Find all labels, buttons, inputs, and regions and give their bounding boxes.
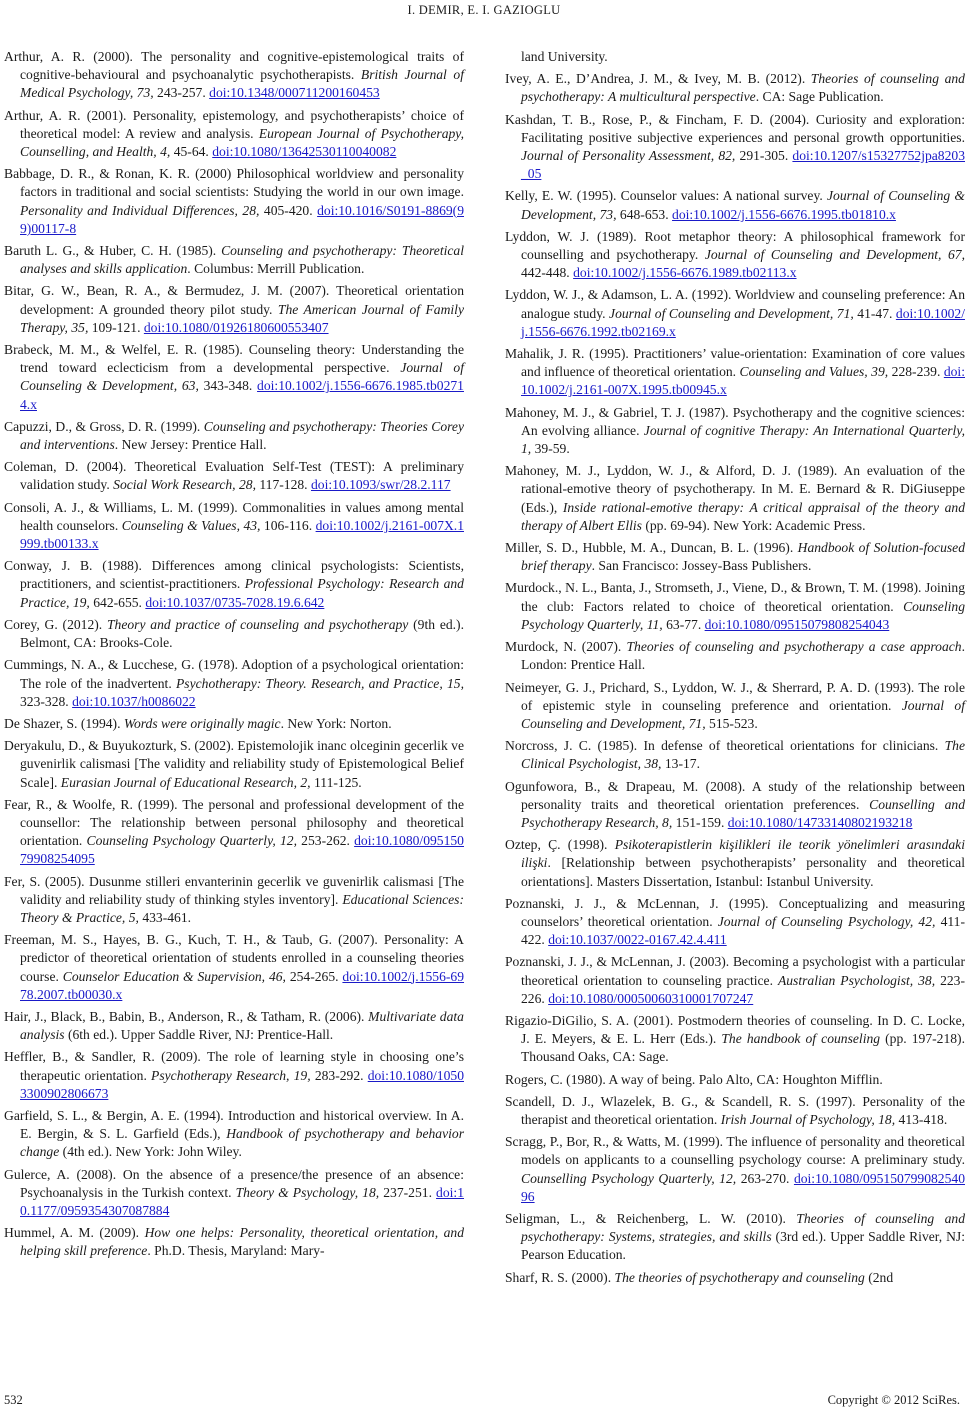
reference-source-title: Journal of Counseling and Development, 67, <box>704 247 965 263</box>
reference-entry <box>505 737 965 773</box>
reference-text: (2nd <box>864 1269 894 1285</box>
reference-source-title: The handbook of counseling <box>721 1031 881 1047</box>
reference-text: Fear, R., & Woolfe, R. (1999). The personal and professional development of the counsellor: The relationship between personal philosophy and theoretical orientation. <box>4 796 464 849</box>
reference-entry <box>4 499 464 554</box>
reference-entry <box>4 1166 464 1221</box>
reference-entry <box>4 557 464 612</box>
reference-text: 13-17. <box>661 756 700 772</box>
reference-entry <box>505 286 965 341</box>
reference-entry <box>4 242 464 278</box>
reference-text: . San Francisco: Jossey-Bass Publishers. <box>591 558 812 574</box>
reference-source-title: Professional Psychology: Research and Practice, 19, <box>20 576 464 610</box>
reference-text: . CA: Sage Publication. <box>755 89 884 105</box>
reference-text: Conway, J. B. (1988). Differences among clinical psychologists: Scientists, practitioners, and scientist-practitioners. <box>4 558 464 592</box>
reference-source-title: How one helps: Personality, theoretical orientation, and helping skill preference <box>20 1225 464 1259</box>
reference-text: Lyddon, W. J. (1989). Root metaphor theory: A philosophical framework for counselling and psychotherapy. <box>505 228 965 263</box>
reference-text: De Shazer, S. (1994). <box>4 715 124 731</box>
reference-entry <box>505 1269 965 1287</box>
doi-link[interactable]: doi:10.1348/000711200160453 <box>209 85 380 101</box>
reference-entry <box>4 282 464 337</box>
reference-text: Deryakulu, D., & Buyukozturk, S. (2002). Epistemolojik inanc olceginin gecerlik ve guvenirlik calismasi [The validity and reliability study of Epistemological Belief Scale]. <box>4 738 464 790</box>
reference-entry <box>505 404 965 459</box>
reference-entry <box>505 539 965 575</box>
reference-source-title: Handbook of Solution-focused brief therapy <box>521 540 965 574</box>
reference-source-title: Theories of counseling and psychotherapy a case approach <box>626 639 962 655</box>
reference-text: (9th ed.). Belmont, CA: Brooks-Cole. <box>20 616 464 651</box>
reference-text: 254-265. <box>285 968 343 984</box>
reference-source-title: Counselling Psychology Quarterly, 12, <box>521 1170 737 1186</box>
reference-entry <box>505 1012 965 1067</box>
reference-text: 263-270. <box>736 1170 794 1186</box>
reference-source-title: Journal of Counseling & Development, 73, <box>521 188 965 222</box>
doi-link[interactable]: doi:10.1080/13642530110040082 <box>212 144 397 160</box>
reference-text: Mahoney, M. J., Lyddon, W. J., & Alford, D. J. (1989). An evaluation of the rational-emotive theory of psychotherapy. In M. E. Bernard & R. DiGiuseppe (Eds.), <box>505 463 965 515</box>
reference-text: 253-262. <box>296 833 355 849</box>
reference-text: . New York: Norton. <box>280 715 392 731</box>
reference-text: Heffler, B., & Sandler, R. (2009). The role of learning style in choosing one’s therapeutic orientation. <box>4 1049 464 1083</box>
reference-entry <box>505 228 965 283</box>
reference-source-title: Theory and practice of counseling and psychotherapy <box>106 616 409 632</box>
reference-entry <box>4 1008 464 1044</box>
reference-entry <box>4 715 464 733</box>
reference-text: 228-239. <box>888 364 944 380</box>
reference-entry <box>505 187 965 223</box>
reference-source-title: Counseling & Values, 43, <box>121 517 261 533</box>
reference-source-title: Counselling and Psychotherapy Research, 8, <box>521 796 965 830</box>
reference-source-title: British Journal of Medical Psychology, 73, <box>20 67 465 101</box>
reference-entry <box>4 1048 464 1103</box>
reference-entry <box>4 796 464 869</box>
reference-text: (pp. 197-218). Thousand Oaks, CA: Sage. <box>521 1031 965 1065</box>
doi-link[interactable]: doi:10.1177/0959354307087884 <box>20 1184 464 1218</box>
reference-list-right-column <box>505 48 965 1291</box>
reference-source-title: Journal of Counseling & Development, 63, <box>20 360 464 394</box>
copyright-notice: Copyright © 2012 SciRes. <box>827 1393 960 1407</box>
reference-text: 45-64. <box>170 144 213 160</box>
doi-link[interactable]: doi:10.1080/14733140802193218 <box>727 814 913 830</box>
reference-entry <box>505 953 965 1008</box>
reference-source-title: Handbook of psychotherapy and behavior change <box>20 1126 464 1160</box>
reference-entry <box>505 679 965 734</box>
reference-text: Kashdan, T. B., Rose, P., & Fincham, F. D. (2004). Curiosity and exploration: Facilitating positive subjective experiences and personal growth opportunities. <box>505 111 965 145</box>
reference-text: 323-328. <box>20 693 73 709</box>
reference-text: 433-461. <box>138 909 192 925</box>
reference-source-title: Theory & Psychology, 18, <box>235 1184 380 1200</box>
reference-text: Ivey, A. E., D’Andrea, J. M., & Ivey, M. B. (2012). <box>505 71 811 87</box>
reference-text: Kelly, E. W. (1995). Counselor values: A national survey. <box>505 188 827 204</box>
reference-entry <box>4 873 464 928</box>
doi-link[interactable]: doi:10.1080/09515079908254095 <box>20 833 464 867</box>
reference-text: 117-128. <box>255 477 311 493</box>
reference-text: 343-348. <box>198 378 258 394</box>
reference-entry <box>505 638 965 674</box>
reference-text: Baruth L. G., & Huber, C. H. (1985). <box>4 243 222 259</box>
reference-entry <box>505 48 965 66</box>
reference-text: 283-292. <box>310 1067 368 1083</box>
reference-source-title: The theories of psychotherapy and counseling <box>614 1269 865 1285</box>
reference-entry <box>4 931 464 1004</box>
reference-text: 405-420. <box>259 202 318 218</box>
reference-text: Brabeck, M. M., & Welfel, E. R. (1985). Counseling theory: Understanding the trend toward eclecticism from a developmental perspective. <box>4 342 464 376</box>
reference-entry <box>505 111 965 184</box>
doi-link[interactable]: doi:10.1037/h0086022 <box>72 693 196 709</box>
reference-text: 41-47. <box>853 305 896 321</box>
reference-text: Arthur, A. R. (2000). The personality and cognitive-epistemological traits of cognitive-behavioural and psychoanalytic psychotherapists. <box>4 49 464 83</box>
reference-text: (3rd ed.). Upper Saddle River, NJ: Pearson Education. <box>521 1229 965 1263</box>
reference-text: 648-653. <box>616 206 673 222</box>
reference-text: Sharf, R. S. (2000). <box>505 1269 615 1285</box>
reference-text: Norcross, J. C. (1985). In defense of theoretical orientations for clinicians. <box>505 738 945 754</box>
reference-text: 515-523. <box>705 715 758 731</box>
page-number: 532 <box>4 1393 23 1407</box>
reference-entry <box>505 778 965 833</box>
reference-text: (pp. 69-94). New York: Academic Press. <box>641 517 866 533</box>
reference-text: 642-655. <box>89 594 146 610</box>
reference-source-title: Theories of counseling and psychotherapy: Systems, strategies, and skills <box>521 1210 965 1245</box>
reference-text: Seligman, L., & Reichenberg, L. W. (2010). <box>505 1210 797 1226</box>
reference-entry <box>4 737 464 792</box>
reference-text: 39-59. <box>531 441 570 457</box>
doi-link[interactable]: doi:10.1080/09515079808254043 <box>704 616 890 632</box>
doi-link[interactable]: doi:10.1037/0735-7028.19.6.642 <box>145 594 325 610</box>
reference-text: . London: Prentice Hall. <box>521 639 965 673</box>
reference-text: Oztep, Ç. (1998). <box>505 837 615 853</box>
reference-text: Hair, J., Black, B., Babin, B., Anderson, R., & Tatham, R. (2006). <box>4 1008 369 1024</box>
reference-entry <box>4 616 464 652</box>
reference-source-title: Journal of Counseling and Development, 71, <box>521 697 965 731</box>
reference-text: . New Jersey: Prentice Hall. <box>114 437 267 453</box>
reference-entry <box>4 107 464 162</box>
reference-entry <box>505 1133 965 1206</box>
reference-text: Poznanski, J. J., & McLennan, J. (2003). Becoming a psychologist with a particular theoretical orientation to counseling practice. <box>505 954 965 988</box>
reference-text: Ogunfowora, B., & Drapeau, M. (2008). A study of the relationship between personality traits and theoretical orientation preferences. <box>505 778 965 812</box>
doi-link[interactable]: doi:10.1080/01926180600553407 <box>143 319 329 335</box>
reference-entry <box>4 1224 464 1260</box>
reference-text: . Ph.D. Thesis, Maryland: Mary- <box>147 1243 325 1259</box>
reference-source-title: European Journal of Psychotherapy, Counselling, and Health, 4, <box>20 125 464 160</box>
reference-source-title: Journal of Counseling Psychology, 42, <box>717 913 936 929</box>
reference-text: Corey, G. (2012). <box>4 616 107 632</box>
reference-text: 223-226. <box>521 972 966 1006</box>
reference-text: 63-77. <box>662 616 705 632</box>
reference-entry <box>505 462 965 535</box>
reference-source-title: Counseling and Values, 39, <box>739 364 889 380</box>
reference-source-title: Eurasian Journal of Educational Research, 2, <box>60 774 311 790</box>
doi-link[interactable]: doi:10.1037/0022-0167.42.4.411 <box>548 932 727 948</box>
reference-text: Cummings, N. A., & Lucchese, G. (1978). Adoption of a psychological orientation: The role of the inadvertent. <box>4 657 464 691</box>
reference-entry <box>4 165 464 238</box>
reference-text: Coleman, D. (2004). Theoretical Evaluation Self-Test (TEST): A preliminary validation study. <box>4 459 464 493</box>
reference-text: . [Relationship between psychotherapists’ personality and theoretical orientations]. Masters Dissertation, Istanbul: Istanbul University. <box>521 855 965 889</box>
reference-text: (6th ed.). Upper Saddle River, NJ: Prentice-Hall. <box>64 1027 334 1043</box>
reference-text: Miller, S. D., Hubble, M. A., Duncan, B. L. (1996). <box>505 540 798 556</box>
reference-entry <box>505 345 965 400</box>
reference-text: 109-121. <box>88 319 144 335</box>
reference-text: 291-305. <box>735 148 793 164</box>
reference-text: 111-125. <box>310 774 362 790</box>
reference-source-title: Counseling and psychotherapy: Theories Corey and interventions <box>20 418 464 453</box>
doi-link[interactable]: doi:10.1016/S0191-8869(99)00117-8 <box>20 202 464 236</box>
reference-text: Neimeyer, G. J., Prichard, S., Lyddon, W. J., & Sherrard, P. A. D. (1993). The role of epistemic style in counseling preference and orientation. <box>505 679 965 713</box>
reference-source-title: Counseling Psychology Quarterly, 11, <box>521 598 965 632</box>
reference-text: Scragg, P., Bor, R., & Watts, M. (1999). The influence of personality and theoretical models on applicants to a counselling psychology course: A preliminary study. <box>505 1134 965 1168</box>
doi-link[interactable]: doi:10.1002/j.1556-6676.1989.tb02113.x <box>573 265 797 281</box>
reference-source-title: Inside rational-emotive therapy: A critical appraisal of the theory and therapy of Albert Ellis <box>521 499 966 533</box>
reference-text: Mahalik, J. R. (1995). Practitioners’ value-orientation: Examination of core values and influence of theoretical orientation. <box>505 346 965 380</box>
reference-source-title: Personality and Individual Differences, 28, <box>20 202 260 218</box>
reference-source-title: Psikoterapistlerin kişilikleri ile teorik yönelimleri arasındaki ilişki <box>521 837 965 871</box>
reference-text: Freeman, M. S., Hayes, B. G., Kuch, T. H., & Taub, G. (2007). Personality: A predictor of theoretical orientation of students enrolled in a counseling theories course. <box>4 932 464 984</box>
reference-entry <box>505 1210 965 1265</box>
reference-text: 413-418. <box>895 1111 948 1127</box>
reference-source-title: Words were originally magic <box>123 715 281 731</box>
doi-link[interactable]: doi:10.1080/09515079908254096 <box>521 1170 965 1204</box>
reference-text: Capuzzi, D., & Gross, D. R. (1999). <box>4 418 204 434</box>
reference-text: Garfield, S. L., & Bergin, A. E. (1994). Introduction and historical overview. In A. E. Bergin, & S. L. Garfield (Eds.), <box>4 1107 464 1142</box>
reference-entry <box>505 836 965 891</box>
reference-source-title: Journal of cognitive Therapy: An International Quarterly, 1, <box>521 422 966 457</box>
doi-link[interactable]: doi:10.1002/j.1556-6978.2007.tb00030.x <box>20 968 465 1002</box>
reference-text: Consoli, A. J., & Williams, L. M. (1999). Commonalities in values among mental health counselors. <box>4 499 464 533</box>
reference-source-title: Theories of counseling and psychotherapy: A multicultural perspective <box>521 71 965 105</box>
reference-text: 151-159. <box>672 814 728 830</box>
reference-entry <box>505 579 965 634</box>
reference-source-title: Psychotherapy Research, 19, <box>151 1067 311 1083</box>
reference-source-title: Social Work Research, 28, <box>113 477 256 493</box>
reference-text: Poznanski, J. J., & McLennan, J. (1995). Conceptualizing and measuring counselors’ theoretical orientation. <box>505 895 965 929</box>
reference-source-title: The Clinical Psychologist, 38, <box>521 738 965 772</box>
reference-source-title: Educational Sciences: Theory & Practice, 5, <box>20 891 465 925</box>
reference-text: Scandell, D. J., Wlazelek, B. G., & Scandell, R. S. (1997). Personality of the therapist and theoretical orientation. <box>505 1093 965 1127</box>
reference-text: land University. <box>521 49 608 64</box>
reference-entry <box>505 1071 965 1089</box>
reference-entry <box>505 70 965 106</box>
reference-source-title: Irish Journal of Psychology, 18, <box>720 1111 896 1127</box>
reference-source-title: Journal of Personality Assessment, 82, <box>521 148 736 164</box>
reference-list-left-column <box>4 48 464 1265</box>
reference-source-title: Counselor Education & Supervision, 46, <box>62 968 286 984</box>
reference-text: Hummel, A. M. (2009). <box>4 1225 145 1241</box>
doi-link[interactable]: doi:10.1002/j.1556-6676.1992.tb02169.x <box>521 305 965 339</box>
doi-link[interactable]: doi:10.1002/j.1556-6676.1985.tb02714.x <box>20 378 464 412</box>
doi-link[interactable]: doi:10.1080/10503300902806673 <box>20 1067 464 1101</box>
reference-text: Babbage, D. R., & Ronan, K. R. (2000) Philosophical worldview and personality factors in traditional and social scientists: Studying the world in our own image. <box>4 166 464 200</box>
reference-source-title: Psychotherapy: Theory. Research, and Practice, 15, <box>175 675 464 691</box>
reference-text: 411-422. <box>521 913 965 948</box>
reference-text: Fer, S. (2005). Dusunme stilleri envanterinin gecerlik ve guvenirlik calismasi [The validity and reliability study of thinking styles inventory]. <box>4 873 464 907</box>
reference-entry <box>4 341 464 414</box>
reference-entry <box>505 895 965 950</box>
reference-text: 106-116. <box>260 517 316 533</box>
reference-text: Rogers, C. (1980). A way of being. Palo Alto, CA: Houghton Mifflin. <box>505 1071 883 1087</box>
reference-source-title: Multivariate data analysis <box>20 1008 464 1043</box>
doi-link[interactable]: doi:10.1002/j.1556-6676.1995.tb01810.x <box>672 206 896 222</box>
reference-text: Murdock., N. L., Banta, J., Stromseth, J., Viene, D., & Brown, T. M. (1998). Joining the club: Factors related to choice of theoretical orientation. <box>505 580 965 614</box>
reference-text: Lyddon, W. J., & Adamson, L. A. (1992). Worldview and counseling preference: An analogue study. <box>505 287 965 321</box>
reference-text: Rigazio-DiGilio, S. A. (2001). Postmodern theories of counseling. In D. C. Locke, J. E. Meyers, & E. L. Herr (Eds.). <box>505 1012 965 1047</box>
reference-entry <box>4 48 464 103</box>
doi-link[interactable]: doi:10.1093/swr/28.2.117 <box>310 477 451 493</box>
reference-text: 237-251. <box>379 1184 437 1200</box>
reference-text: Mahoney, M. J., & Gabriel, T. J. (1987). Psychotherapy and the cognitive sciences: An evolving alliance. <box>505 404 965 438</box>
reference-source-title: Counseling Psychology Quarterly, 12, <box>86 833 297 849</box>
reference-text: Bitar, G. W., Bean, R. A., & Bermudez, J. M. (2007). Theoretical orientation development: A grounded theory pilot study. <box>4 283 464 317</box>
reference-source-title: The American Journal of Family Therapy, 35, <box>20 301 464 335</box>
reference-entry <box>4 418 464 454</box>
reference-text: (4th ed.). New York: John Wiley. <box>59 1144 242 1160</box>
reference-text: . Columbus: Merrill Publication. <box>187 261 365 277</box>
doi-link[interactable]: doi:10.1207/s15327752jpa8203_05 <box>521 148 965 182</box>
reference-entry <box>4 458 464 494</box>
reference-text: 442-448. <box>521 265 574 281</box>
reference-text: 243-257. <box>153 85 210 101</box>
reference-entry <box>505 1093 965 1129</box>
reference-source-title: Counseling and psychotherapy: Theoretical analyses and skills application <box>20 243 464 277</box>
reference-source-title: Journal of Counseling and Development, 71, <box>609 305 854 321</box>
reference-entry <box>4 656 464 711</box>
doi-link[interactable]: doi:10.1080/00050060310001707247 <box>548 990 754 1006</box>
reference-source-title: Australian Psychologist, 38, <box>777 972 936 988</box>
running-head: I. DEMIR, E. I. GAZIOGLU <box>407 3 561 17</box>
reference-text: Arthur, A. R. (2001). Personality, epistemology, and psychotherapists’ choice of theoretical model: A review and analysis. <box>4 107 464 141</box>
doi-link[interactable]: doi:10.1002/j.2161-007X.1999.tb00133.x <box>20 517 464 552</box>
reference-text: Murdock, N. (2007). <box>505 639 627 655</box>
reference-entry <box>4 1107 464 1162</box>
doi-link[interactable]: doi:10.1002/j.2161-007X.1995.tb00945.x <box>521 364 965 398</box>
reference-text: Gulerce, A. (2008). On the absence of a presence/the presence of an absence: Psychoanalysis in the Turkish context. <box>4 1166 464 1200</box>
